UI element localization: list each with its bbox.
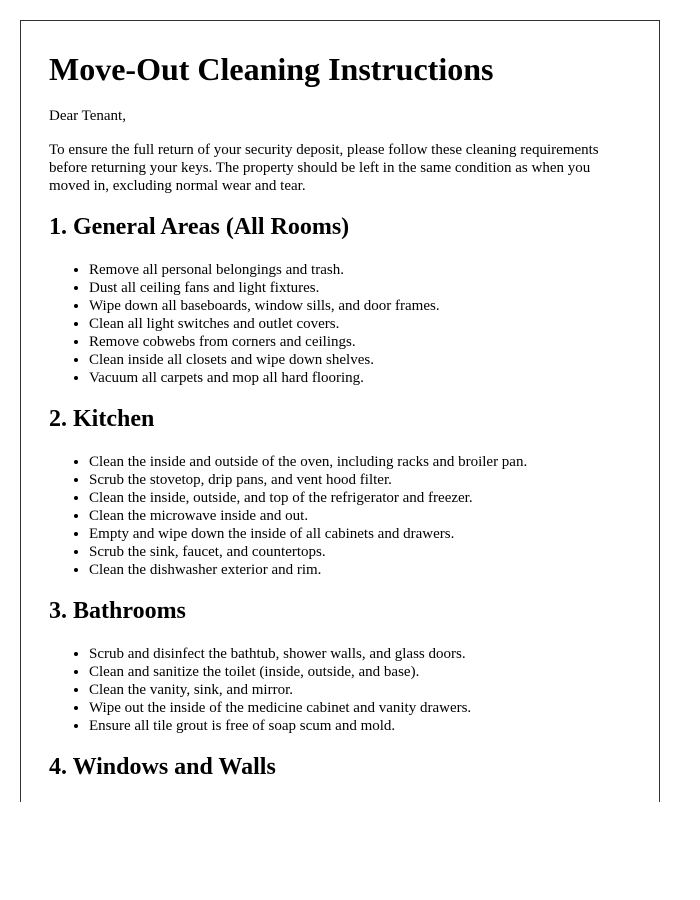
list-item: • Wipe out the inside of the medicine cabinet and vanity drawers. bbox=[89, 699, 631, 717]
section-heading: 4. Windows and Walls bbox=[49, 754, 276, 780]
list-item: • Remove all personal belongings and trash. bbox=[89, 261, 631, 279]
list-item: • Wipe down all baseboards, window sills, and door frames. bbox=[89, 297, 631, 315]
section-bathrooms bbox=[49, 597, 631, 735]
section-windows-walls bbox=[49, 753, 631, 781]
greeting: Dear Tenant, bbox=[49, 108, 126, 124]
section-heading: 2. Kitchen bbox=[49, 406, 155, 432]
list-item: • Clean the inside and outside of the oven, including racks and broiler pan. bbox=[89, 453, 631, 471]
page-title: Move-Out Cleaning Instructions bbox=[49, 51, 494, 87]
list-item: • Vacuum all carpets and mop all hard flooring. bbox=[89, 369, 631, 387]
list-item: • Clean the dishwasher exterior and rim. bbox=[89, 561, 631, 579]
checklist bbox=[49, 261, 631, 387]
list-item: • Clean all light switches and outlet covers. bbox=[89, 315, 631, 333]
intro-paragraph: To ensure the full return of your security deposit, please follow these cleaning requirements before returning your keys. The property should be left in the same condition as when you moved in, excluding normal wear and tear. bbox=[49, 142, 599, 194]
list-item: • Remove cobwebs from corners and ceilings. bbox=[89, 333, 631, 351]
checklist bbox=[49, 453, 631, 579]
list-item: • Clean the inside, outside, and top of the refrigerator and freezer. bbox=[89, 489, 631, 507]
document-page bbox=[20, 20, 660, 802]
section-kitchen bbox=[49, 405, 631, 579]
list-item: • Dust all ceiling fans and light fixtures. bbox=[89, 279, 631, 297]
section-general-areas bbox=[49, 213, 631, 387]
list-item: • Ensure all tile grout is free of soap scum and mold. bbox=[89, 717, 631, 735]
list-item: • Scrub the stovetop, drip pans, and vent hood filter. bbox=[89, 471, 631, 489]
list-item: • Scrub and disinfect the bathtub, shower walls, and glass doors. bbox=[89, 645, 631, 663]
list-item: • Clean and sanitize the toilet (inside, outside, and base). bbox=[89, 663, 631, 681]
checklist bbox=[49, 645, 631, 735]
section-heading: 1. General Areas (All Rooms) bbox=[49, 214, 350, 240]
list-item: • Empty and wipe down the inside of all cabinets and drawers. bbox=[89, 525, 631, 543]
list-item: • Clean the vanity, sink, and mirror. bbox=[89, 681, 631, 699]
list-item: • Clean inside all closets and wipe down shelves. bbox=[89, 351, 631, 369]
list-item: • Scrub the sink, faucet, and countertops. bbox=[89, 543, 631, 561]
list-item: • Clean the microwave inside and out. bbox=[89, 507, 631, 525]
section-heading: 3. Bathrooms bbox=[49, 598, 186, 624]
